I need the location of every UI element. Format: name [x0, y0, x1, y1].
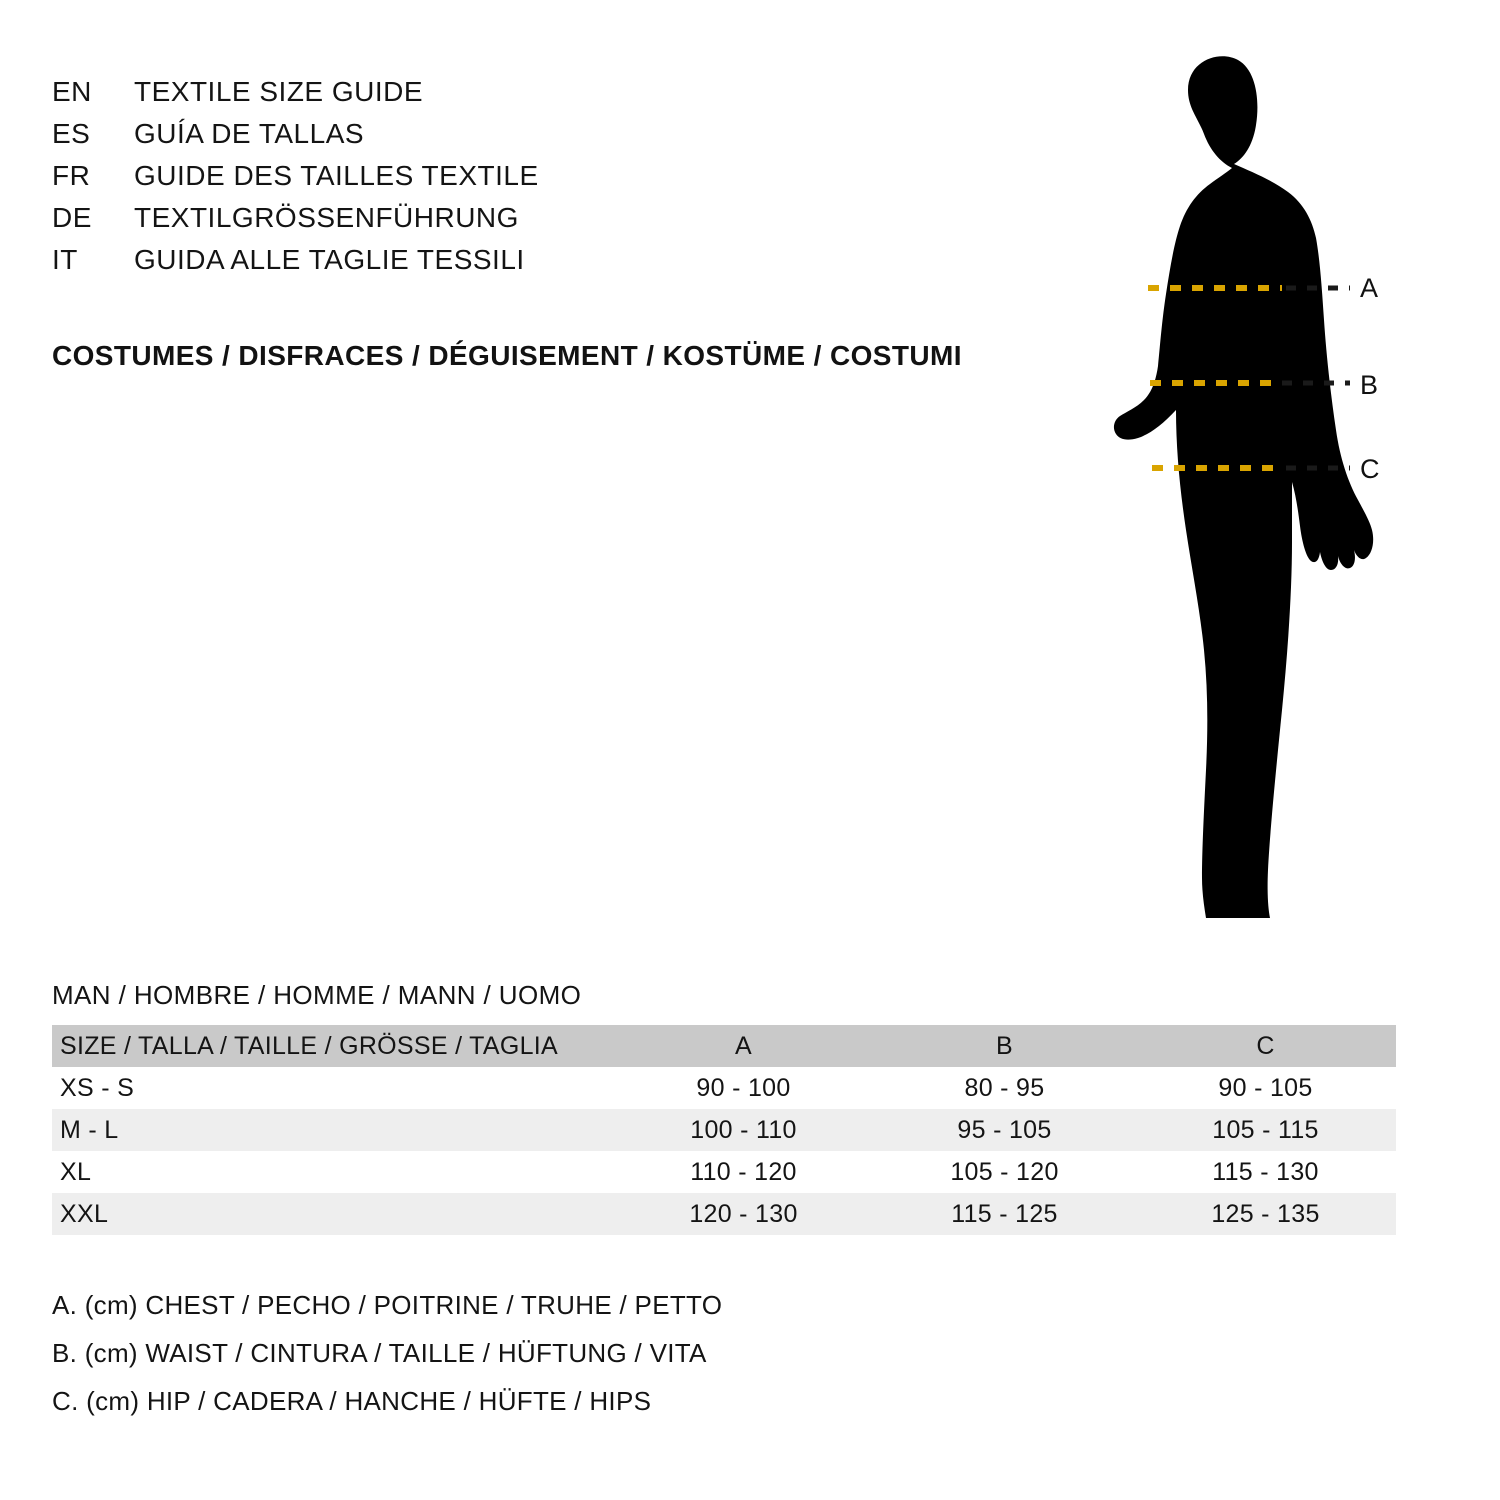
marker-label-a: A: [1360, 273, 1379, 303]
language-row-it: [52, 244, 1052, 286]
column-header-b: B: [996, 1031, 1013, 1060]
footnote-waist: B. (cm) WAIST / CINTURA / TAILLE / HÜFTUNG / VITA: [52, 1338, 707, 1368]
table-head: [52, 1025, 1396, 1067]
language-code-fr: FR: [52, 160, 91, 191]
table-row: [52, 1151, 1396, 1193]
cell-size: M - L: [60, 1115, 119, 1144]
footnote-list: [52, 1290, 1052, 1434]
marker-label-b: B: [1360, 370, 1379, 400]
cell-a: 90 - 100: [696, 1073, 791, 1102]
cell-c: 105 - 115: [1212, 1115, 1319, 1144]
language-list: [52, 76, 1052, 286]
table-header-row: [52, 1025, 1396, 1067]
cell-b: 105 - 120: [950, 1157, 1059, 1186]
language-row-de: [52, 202, 1052, 244]
cell-b: 95 - 105: [957, 1115, 1052, 1144]
column-header-a: A: [735, 1031, 752, 1060]
size-table-section: [52, 980, 1448, 1235]
language-row-es: [52, 118, 1052, 160]
language-code-it: IT: [52, 244, 78, 275]
cell-b: 115 - 125: [951, 1199, 1058, 1228]
cell-size: XL: [60, 1157, 92, 1186]
language-text-en: TEXTILE SIZE GUIDE: [134, 76, 424, 107]
column-header-size: SIZE / TALLA / TAILLE / GRÖSSE / TAGLIA: [60, 1031, 559, 1060]
cell-c: 115 - 130: [1212, 1157, 1319, 1186]
body-silhouette: [1114, 56, 1373, 918]
language-code-es: ES: [52, 118, 91, 149]
language-code-de: DE: [52, 202, 92, 233]
marker-label-c: C: [1360, 454, 1380, 484]
column-header-c: C: [1256, 1031, 1275, 1060]
cell-size: XXL: [60, 1199, 109, 1228]
cell-c: 90 - 105: [1218, 1073, 1313, 1102]
language-text-de: TEXTILGRÖSSENFÜHRUNG: [134, 202, 519, 233]
footnote-chest: A. (cm) CHEST / PECHO / POITRINE / TRUHE / PETTO: [52, 1290, 723, 1320]
table-caption: MAN / HOMBRE / HOMME / MANN / UOMO: [52, 980, 582, 1010]
footnote-hip: C. (cm) HIP / CADERA / HANCHE / HÜFTE / HIPS: [52, 1386, 652, 1416]
language-code-en: EN: [52, 76, 92, 107]
size-table: [52, 1025, 1396, 1235]
cell-c: 125 - 135: [1211, 1199, 1320, 1228]
language-row-fr: [52, 160, 1052, 202]
cell-a: 110 - 120: [690, 1157, 797, 1186]
language-row-en: [52, 76, 1052, 118]
table-row: [52, 1193, 1396, 1235]
cell-size: XS - S: [60, 1073, 135, 1102]
cell-a: 120 - 130: [689, 1199, 798, 1228]
language-text-es: GUÍA DE TALLAS: [134, 118, 365, 149]
table-row: [52, 1109, 1396, 1151]
table-body: [52, 1067, 1396, 1235]
cell-b: 80 - 95: [964, 1073, 1045, 1102]
category-line: COSTUMES / DISFRACES / DÉGUISEMENT / KOSTÜME / COSTUMI: [52, 340, 962, 371]
table-row: [52, 1067, 1396, 1109]
cell-a: 100 - 110: [690, 1115, 797, 1144]
language-text-fr: GUIDE DES TAILLES TEXTILE: [134, 160, 539, 191]
language-text-it: GUIDA ALLE TAGLIE TESSILI: [134, 244, 525, 275]
silhouette-figure: [1020, 30, 1440, 930]
